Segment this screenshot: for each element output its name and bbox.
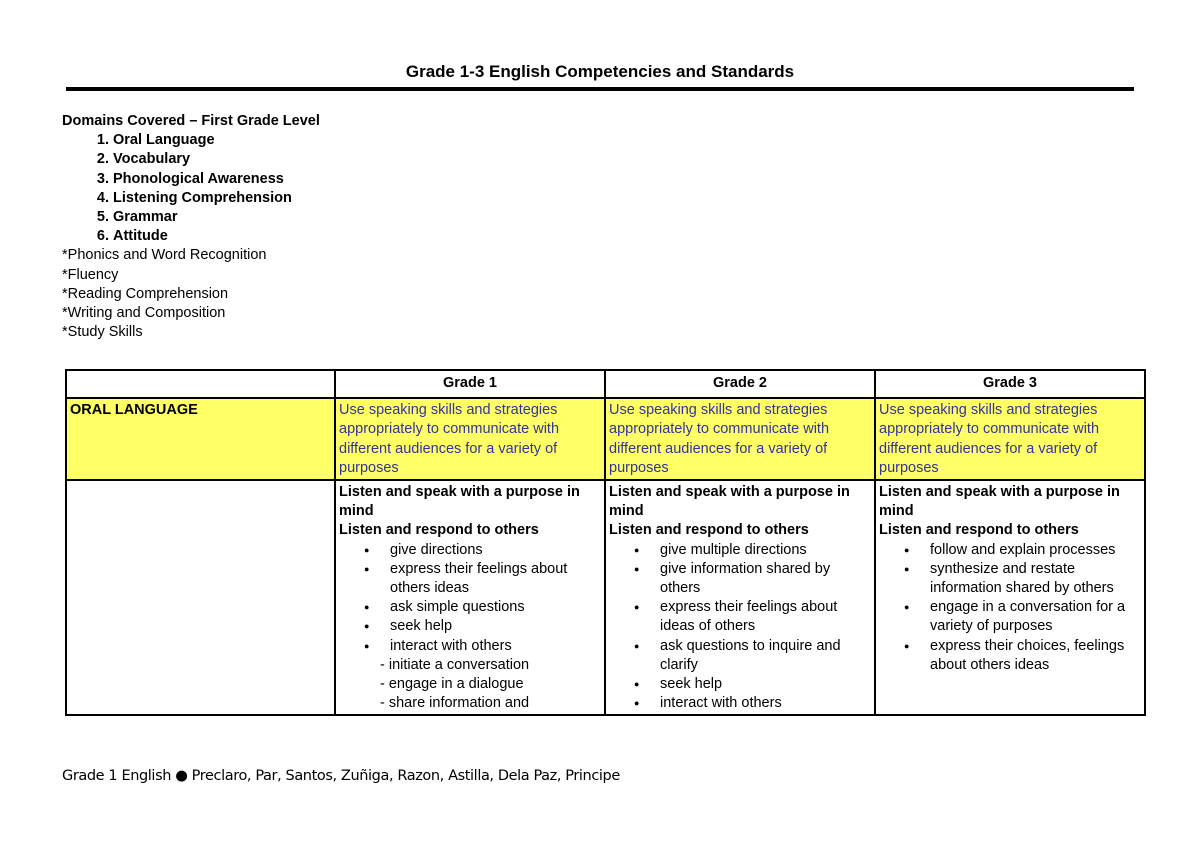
competency-heading: Listen and speak with a purpose in mind bbox=[609, 484, 850, 520]
header-grade-2: Grade 2 bbox=[605, 370, 875, 398]
domains-section bbox=[62, 112, 320, 342]
title-divider bbox=[66, 87, 1134, 91]
competency-heading: Listen and respond to others bbox=[879, 522, 1079, 539]
competency-subitem: - share information and bbox=[380, 695, 530, 712]
competency-item: ● give information shared by others bbox=[660, 560, 871, 598]
competency-list bbox=[339, 541, 601, 714]
domain-item: 4. Listening Comprehension bbox=[113, 189, 320, 208]
competency-item: ● give directions bbox=[390, 541, 601, 560]
table-row-competencies bbox=[66, 480, 1145, 715]
competency-item: ● interact with others bbox=[660, 694, 871, 713]
header-grade-3: Grade 3 bbox=[875, 370, 1145, 398]
row-label-oral-language: ORAL LANGUAGE bbox=[66, 398, 335, 480]
competency-item: ● follow and explain processes bbox=[930, 541, 1141, 560]
row-label-empty bbox=[66, 480, 335, 715]
document-title: Grade 1-3 English Competencies and Standards bbox=[405, 62, 795, 81]
competency-item: ● ask simple questions bbox=[390, 598, 601, 617]
competencies-grade-3 bbox=[875, 480, 1145, 715]
domain-item: 2. Vocabulary bbox=[113, 150, 320, 169]
competency-item: ● seek help bbox=[660, 675, 871, 694]
competency-subitem: - engage in a dialogue bbox=[380, 676, 524, 693]
standard-grade-1: Use speaking skills and strategies appropriately to communicate with different audiences for a variety of purposes bbox=[335, 398, 605, 480]
domain-item: 5. Grammar bbox=[113, 208, 320, 227]
other-domain: *Reading Comprehension bbox=[62, 285, 229, 302]
competency-heading: Listen and speak with a purpose in mind bbox=[339, 484, 580, 520]
competency-list bbox=[609, 541, 871, 714]
other-domain: *Phonics and Word Recognition bbox=[62, 247, 267, 264]
competency-heading: Listen and respond to others bbox=[609, 522, 809, 539]
standard-grade-2: Use speaking skills and strategies appropriately to communicate with different audiences for a variety of purposes bbox=[605, 398, 875, 480]
domain-item: 6. Attitude bbox=[113, 227, 320, 246]
competency-heading: Listen and speak with a purpose in mind bbox=[879, 484, 1120, 520]
header-grade-1: Grade 1 bbox=[335, 370, 605, 398]
domain-item: 3. Phonological Awareness bbox=[113, 170, 320, 189]
domain-item: 1. Oral Language bbox=[113, 131, 320, 150]
competency-item: ● express their feelings about ideas of others bbox=[660, 598, 871, 636]
competency-item: ● interact with others bbox=[390, 637, 601, 656]
competency-item: ● ask questions to inquire and clarify bbox=[660, 637, 871, 675]
competencies-grade-2 bbox=[605, 480, 875, 715]
competency-item: ● express their choices, feelings about others ideas bbox=[930, 637, 1141, 675]
competency-item: ● seek help bbox=[390, 617, 601, 636]
competency-list bbox=[879, 541, 1141, 675]
competency-subitem: - initiate a conversation bbox=[380, 656, 530, 673]
other-domain: *Writing and Composition bbox=[62, 305, 226, 322]
table-header-row bbox=[66, 370, 1145, 398]
competency-item: ● give multiple directions bbox=[660, 541, 871, 560]
header-blank bbox=[66, 370, 335, 398]
page-footer: Grade 1 English ● Preclaro, Par, Santos, Zuñiga, Razon, Astilla, Dela Paz, Principe bbox=[62, 768, 620, 784]
competency-item: ● engage in a conversation for a variety of purposes bbox=[930, 598, 1141, 636]
competency-item: ● express their feelings about others ideas bbox=[390, 560, 601, 598]
domains-heading: Domains Covered – First Grade Level bbox=[62, 113, 320, 129]
table-row-oral-language bbox=[66, 398, 1145, 480]
other-domain: *Fluency bbox=[62, 266, 119, 283]
competency-heading: Listen and respond to others bbox=[339, 522, 539, 539]
standard-grade-3: Use speaking skills and strategies appropriately to communicate with different audiences for a variety of purposes bbox=[875, 398, 1145, 480]
other-domain: *Study Skills bbox=[62, 324, 143, 341]
competency-item: ● synthesize and restate information shared by others bbox=[930, 560, 1141, 598]
competency-table bbox=[65, 369, 1146, 716]
competencies-grade-1 bbox=[335, 480, 605, 715]
domains-list bbox=[62, 131, 320, 246]
